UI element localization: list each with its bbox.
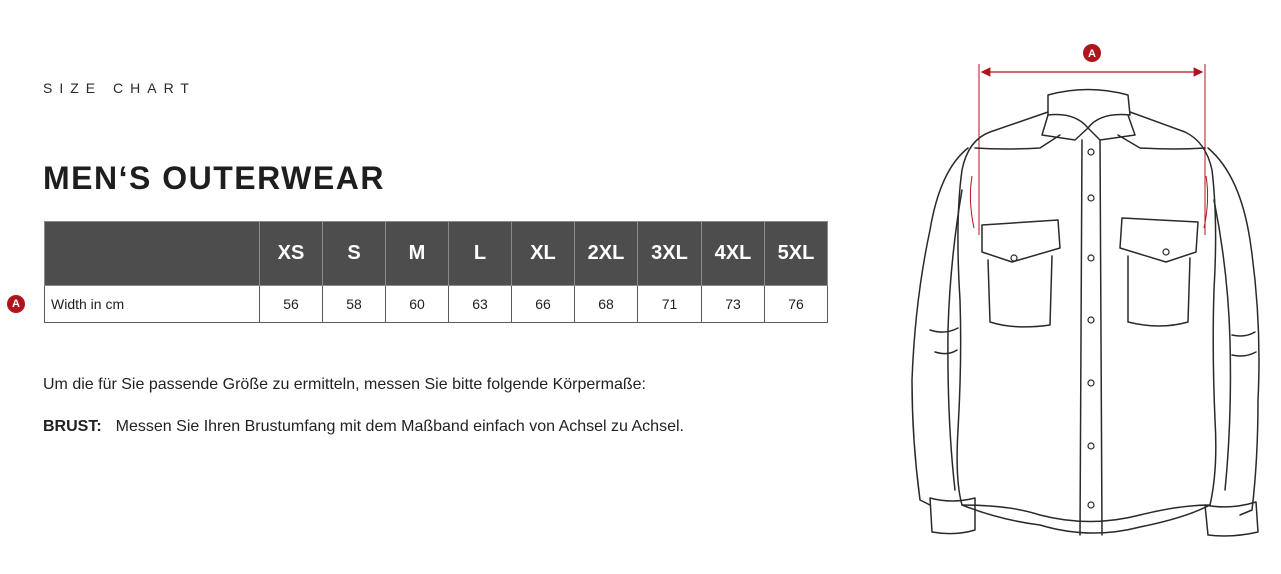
- measurement-text: Messen Sie Ihren Brustumfang mit dem Maßband einfach von Achsel zu Achsel.: [115, 418, 684, 435]
- table-cell: 56: [260, 286, 323, 323]
- measurement-marker: A: [1088, 48, 1096, 60]
- measurement-term: BRUST:: [43, 418, 102, 435]
- table-cell: 58: [323, 286, 386, 323]
- row-marker-badge: A: [7, 295, 25, 313]
- size-header: S: [323, 222, 386, 286]
- table-header-row: [45, 222, 828, 286]
- size-header: XL: [512, 222, 575, 286]
- size-header: 4XL: [702, 222, 765, 286]
- shirt-icon: [900, 40, 1270, 560]
- table-cell: 63: [449, 286, 512, 323]
- table-cell: 60: [386, 286, 449, 323]
- measurement-instruction: [43, 418, 684, 436]
- size-table: [44, 221, 828, 323]
- page-title: MEN‘S OUTERWEAR: [43, 160, 385, 196]
- size-header: XS: [260, 222, 323, 286]
- measurement-intro: Um die für Sie passende Größe zu ermitteln, messen Sie bitte folgende Körpermaße:: [43, 376, 646, 393]
- row-label: Width in cm: [45, 286, 260, 323]
- table-cell: 68: [575, 286, 638, 323]
- size-header: 5XL: [765, 222, 828, 286]
- size-header: 3XL: [638, 222, 702, 286]
- size-header: 2XL: [575, 222, 638, 286]
- table-cell: 73: [702, 286, 765, 323]
- table-cell: 66: [512, 286, 575, 323]
- measurement-line: [979, 44, 1205, 235]
- size-header: L: [449, 222, 512, 286]
- section-eyebrow: SIZE CHART: [43, 80, 196, 96]
- table-cell: 76: [765, 286, 828, 323]
- table-cell: 71: [638, 286, 702, 323]
- size-header: M: [386, 222, 449, 286]
- table-row: [45, 286, 828, 323]
- header-blank-cell: [45, 222, 260, 286]
